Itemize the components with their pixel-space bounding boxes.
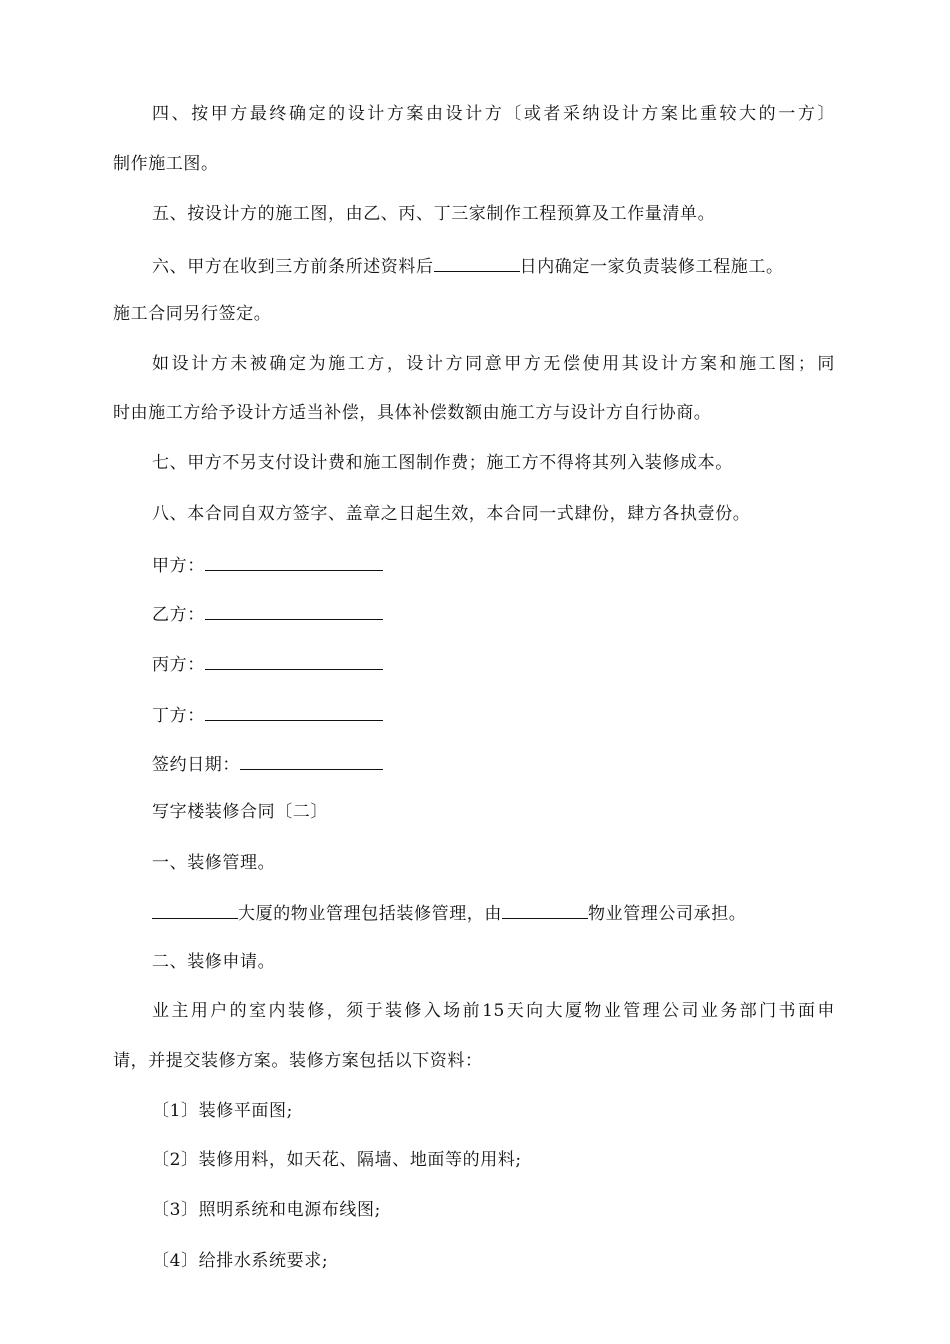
contract-two-title: 写字楼装修合同〔二〕 (152, 802, 328, 822)
signature-party-c (152, 648, 835, 678)
party-d-blank (205, 699, 383, 721)
design-clause-line2: 时由施工方给予设计方适当补偿，具体补偿数额由施工方与设计方自行协商。 (113, 403, 712, 423)
clause-four-line2: 制作施工图。 (113, 154, 219, 174)
party-b-label: 乙方： (152, 605, 205, 625)
party-c-label: 丙方： (152, 655, 205, 675)
clause-six-text-after: 日内确定一家负责装修工程施工。 (519, 257, 784, 277)
application-line1: 业主用户的室内装修，须于装修入场前15天向大厦物业管理公司业务部门书面申 (152, 1001, 835, 1021)
clause-six-line2: 施工合同另行签定。 (113, 304, 272, 324)
date-blank (240, 748, 383, 770)
building-name-blank (152, 897, 238, 919)
signature-party-b (152, 598, 835, 628)
days-blank (434, 250, 520, 272)
date-label: 签约日期： (152, 755, 240, 775)
party-b-blank (205, 598, 383, 620)
clause-six-line1 (152, 250, 835, 280)
signature-date (152, 748, 835, 778)
list-item: 〔2〕装修用料，如天花、隔墙、地面等的用料; (152, 1150, 522, 1170)
clause-five: 五、按设计方的施工图，由乙、丙、丁三家制作工程预算及工作量清单。 (152, 204, 716, 224)
party-a-label: 甲方： (152, 556, 205, 576)
party-c-blank (205, 648, 383, 670)
section-one-text (152, 897, 835, 927)
clause-seven: 七、甲方不另支付设计费和施工图制作费；施工方不得将其列入装修成本。 (152, 453, 733, 473)
section-one-text-middle: 大厦的物业管理包括装修管理，由 (238, 904, 502, 924)
party-d-label: 丁方： (152, 706, 205, 726)
party-a-blank (205, 549, 383, 571)
company-name-blank (502, 897, 588, 919)
clause-four-line1: 四、按甲方最终确定的设计方案由设计方〔或者采纳设计方案比重较大的一方〕 (152, 104, 835, 124)
section-two-heading: 二、装修申请。 (152, 952, 276, 972)
list-item: 〔1〕装修平面图; (152, 1101, 293, 1121)
application-line2: 请，并提交装修方案。装修方案包括以下资料： (113, 1051, 483, 1071)
section-one-heading: 一、装修管理。 (152, 853, 276, 873)
signature-party-d (152, 699, 835, 729)
clause-eight: 八、本合同自双方签字、盖章之日起生效，本合同一式肆份，肆方各执壹份。 (152, 504, 751, 524)
section-one-text-end: 物业管理公司承担。 (588, 904, 747, 924)
clause-six-text-before: 六、甲方在收到三方前条所述资料后 (152, 257, 434, 277)
design-clause-line1: 如设计方未被确定为施工方，设计方同意甲方无偿使用其设计方案和施工图；同 (152, 354, 835, 374)
list-item: 〔4〕给排水系统要求; (152, 1251, 329, 1271)
list-item: 〔3〕照明系统和电源布线图; (152, 1200, 381, 1220)
signature-party-a (152, 549, 835, 579)
